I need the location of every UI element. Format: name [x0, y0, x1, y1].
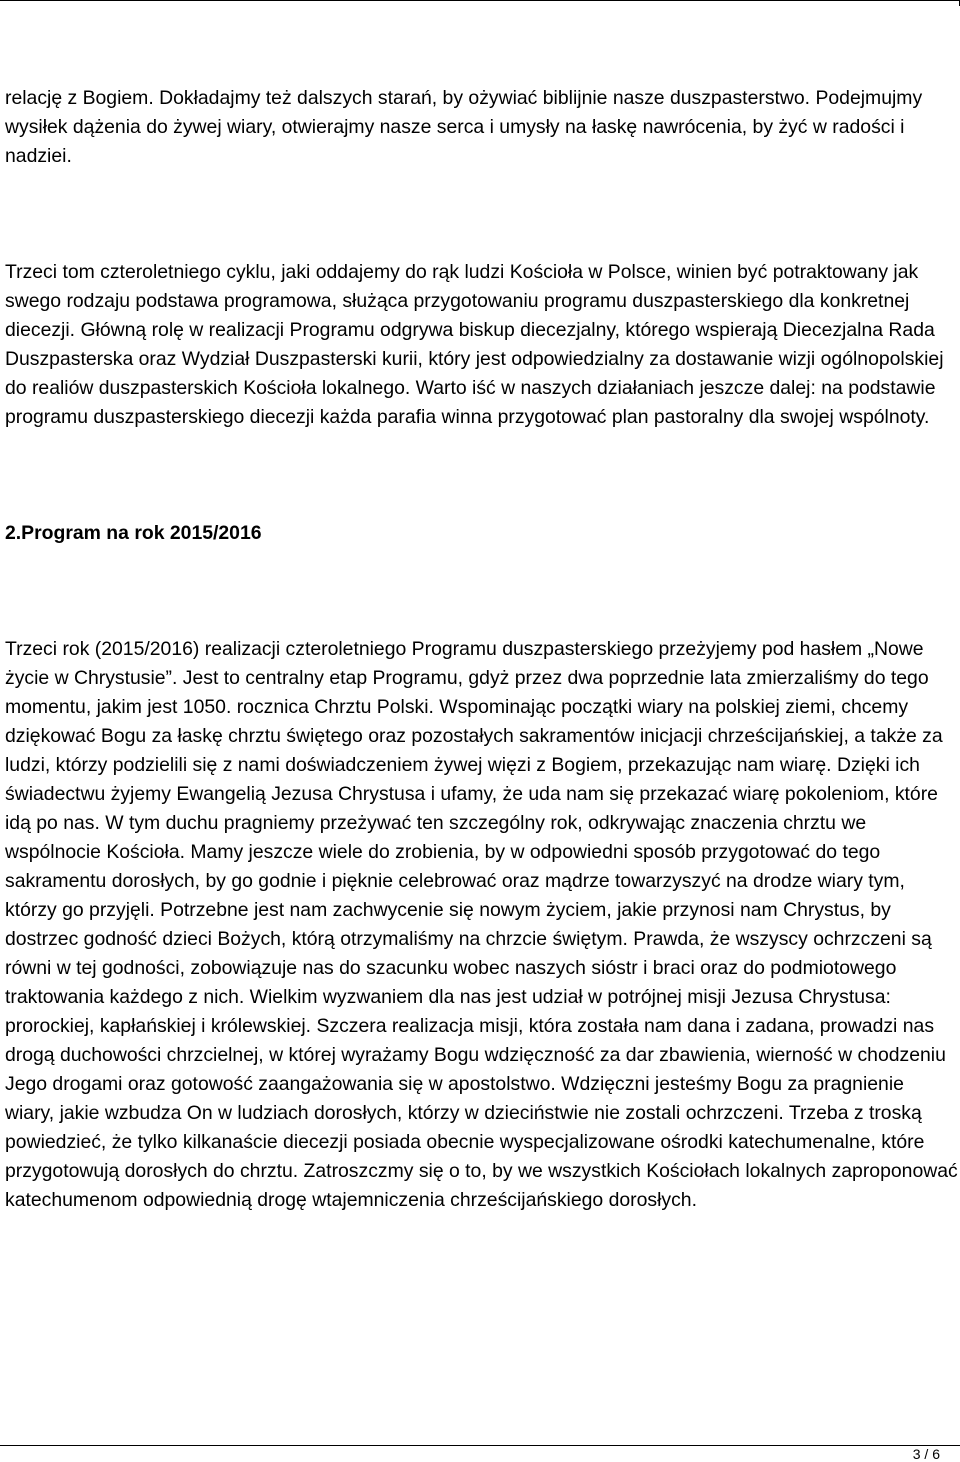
paragraph-program-year: Trzeci rok (2015/2016) realizacji czteroletniego Programu duszpasterskiego przeżyjemy pod hasłem „Nowe życie w Chrystusie”. Jest to centralny etap Programu, gdyż przez dwa poprzednie lata zmierzaliśmy do tego momentu, jakim jest 1050. rocznica Chrztu Polski. Wspominając początki wiary na polskiej ziemi, chcemy dziękować Bogu za łaskę chrztu świętego oraz pozostałych sakramentów inicjacji chrześcijańskiej, a także za ludzi, którzy podzielili się z nami doświadczeniem żywej więzi z Bogiem, przekazując nam wiarę. Dzięki ich świadectwu żyjemy Ewangelią Jezusa Chrystusa i ufamy, że uda nam się przekazać wiarę pokoleniom, które idą po nas. W tym duchu pragniemy przeżywać ten szczególny rok, odkrywając znaczenia chrztu we wspólnocie Kościoła. Mamy jeszcze wiele do zrobienia, by w odpowiedni sposób przygotować do tego sakramentu dorosłych, by go godnie i pięknie celebrować oraz mądrze towarzyszyć na drodze wiary tym, którzy go przyjęli. Potrzebne jest nam zachwycenie się nowym życiem, jakie przynosi nam Chrystus, by dostrzec godność dzieci Bożych, którą otrzymaliśmy na chrzcie świętym. Prawda, że wszyscy ochrzczeni są równi w tej godności, zobowiązuje nas do szacunku wobec naszych sióstr i braci oraz do podmiotowego traktowania każdego z nich. Wielkim wyzwaniem dla nas jest udział w potrójnej misji Jezusa Chrystusa: prorockiej, kapłańskiej i królewskiej. Szczera realizacja misji, która została nam dana i zadana, prowadzi nas drogą duchowości chrzcielnej, w której wyrażamy Bogu wdzięczność za dar zbawienia, wierność w chodzeniu Jego drogami oraz gotowość zaangażowania się w apostolstwo. Wdzięczni jesteśmy Bogu za pragnienie wiary, jakie wzbudza On w ludziach dorosłych, którzy w dzieciństwie nie zostali ochrzczeni. Trzeba z troską powiedzieć, że tylko kilkanaście diecezji posiada obecnie wyspecjalizowane ośrodki katechumenalne, które przygotowują dorosłych do chrztu. Zatroszczmy się o to, by we wszystkich Kościołach lokalnych zaproponować katechumenom odpowiednią drogę wtajemniczenia chrześcijańskiego dorosłych. — [5, 638, 958, 1211]
footer-rule — [0, 1445, 960, 1446]
paragraph-intro: relację z Bogiem. Dokładajmy też dalszych starań, by ożywiać biblijnie nasze duszpasterstwo. Podejmujmy wysiłek dążenia do żywej wiary, otwierajmy nasze serca i umysły na łaskę nawrócenia, by żyć w radości i nadziei. — [5, 87, 923, 167]
page-number: 3 / 6 — [912, 1446, 940, 1462]
top-rule — [0, 0, 960, 1]
section-heading: 2.Program na rok 2015/2016 — [5, 522, 262, 544]
document-body — [5, 84, 958, 1215]
paragraph-third-volume: Trzeci tom czteroletniego cyklu, jaki oddajemy do rąk ludzi Kościoła w Polsce, winien być potraktowany jak swego rodzaju podstawa programowa, służąca przygotowaniu programu duszpasterskiego dla konkretnej diecezji. Główną rolę w realizacji Programu odgrywa biskup diecezjalny, którego wspierają Diecezjalna Rada Duszpasterska oraz Wydział Duszpasterski kurii, który jest odpowiedzialny za dostawanie wizji ogólnopolskiej do realiów duszpasterskich Kościoła lokalnego. Warto iść w naszych działaniach jeszcze dalej: na podstawie programu duszpasterskiego diecezji każda parafia winna przygotować plan pastoralny dla swojej wspólnoty. — [5, 261, 944, 428]
